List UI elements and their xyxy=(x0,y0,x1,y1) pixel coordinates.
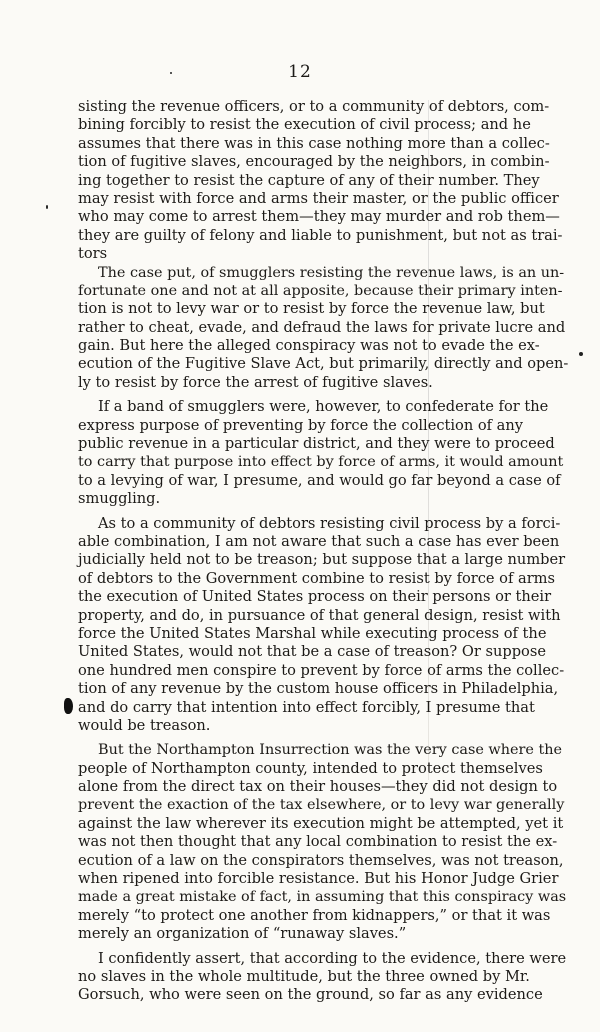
text-line: prevent the exaction of the tax elsewhere, or to levy war generally xyxy=(78,797,565,814)
ink-speck xyxy=(170,72,172,74)
text-line: force the United States Marshal while executing process of the xyxy=(78,624,547,642)
text-line: bining forcibly to resist the execution of civil process; and he xyxy=(78,116,531,134)
text-line: people of Northampton county, intended to protect themselves xyxy=(78,759,543,777)
text-line: who may come to arrest them—they may murder and rob them— xyxy=(78,208,560,226)
text-line: the execution of United States process on their persons or their xyxy=(78,588,552,606)
text-line: they are guilty of felony and liable to punishment, but not as trai- xyxy=(78,226,563,244)
page-number: 12 xyxy=(288,62,312,82)
paragraph-6 xyxy=(78,950,568,1005)
text-line: against the law wherever its execution might be attempted, yet it xyxy=(78,814,564,832)
text-line: no slaves in the whole multitude, but the three owned by Mr. xyxy=(78,967,530,985)
text-line: sisting the revenue officers, or to a community of debtors, com- xyxy=(78,98,550,115)
text-line: assumes that there was in this case nothing more than a collec- xyxy=(78,134,550,152)
page-body xyxy=(78,98,568,1005)
text-line: to a levying of war, I presume, and would go far beyond a case of xyxy=(78,471,561,489)
text-line: smuggling. xyxy=(78,490,161,508)
paragraph-1 xyxy=(78,98,568,264)
text-line: tors xyxy=(78,245,108,263)
text-line: and do carry that intention into effect forcibly, I presume that xyxy=(78,698,535,716)
text-line: one hundred men conspire to prevent by force of arms the collec- xyxy=(78,661,565,679)
text-line: property, and do, in pursuance of that general design, resist with xyxy=(78,606,561,624)
text-line: express purpose of preventing by force the collection of any xyxy=(78,416,524,434)
paragraph-5 xyxy=(78,741,568,943)
text-line: As to a community of debtors resisting civil process by a forci- xyxy=(98,514,561,532)
text-line: made a great mistake of fact, in assuming that this conspiracy was xyxy=(78,889,567,906)
paragraph-4 xyxy=(78,515,568,736)
paragraph-2 xyxy=(78,264,568,393)
text-line: ecution of the Fugitive Slave Act, but primarily, directly and open- xyxy=(78,355,569,373)
text-line: rather to cheat, evade, and defraud the laws for private lucre and xyxy=(78,318,566,336)
text-line: The case put, of smugglers resisting the revenue laws, is an un- xyxy=(98,264,565,281)
text-line: But the Northampton Insurrection was the very case where the xyxy=(98,742,563,759)
text-line: ing together to resist the capture of any of their number. They xyxy=(78,171,540,189)
text-line: able combination, I am not aware that such a case has ever been xyxy=(78,532,560,550)
text-line: of debtors to the Government combine to resist by force of arms xyxy=(78,569,556,587)
ink-blot xyxy=(64,698,73,714)
text-line: was not then thought that any local combination to resist the ex- xyxy=(78,833,558,851)
text-line: judicially held not to be treason; but suppose that a large number xyxy=(78,551,566,569)
text-line: merely “to protect one another from kidnappers,” or that it was xyxy=(78,906,551,924)
text-line: public revenue in a particular district, and they were to proceed xyxy=(78,435,555,453)
text-line: gain. But here the alleged conspiracy was not to evade the ex- xyxy=(78,337,540,355)
text-line: I confidently assert, that according to the evidence, there were xyxy=(98,949,567,967)
text-line: to carry that purpose into effect by force of arms, it would amount xyxy=(78,454,564,471)
text-line: fortunate one and not at all apposite, because their primary inten- xyxy=(78,282,563,299)
text-line: ly to resist by force the arrest of fugitive slaves. xyxy=(78,373,433,391)
text-line: would be treason. xyxy=(78,716,211,734)
text-line: Gorsuch, who were seen on the ground, so far as any evidence xyxy=(78,986,543,1004)
text-line: ecution of a law on the conspirators themselves, was not treason, xyxy=(78,851,564,869)
ink-speck xyxy=(46,205,48,209)
text-line: when ripened into forcible resistance. But his Honor Judge Grier xyxy=(78,870,559,888)
text-line: alone from the direct tax on their houses—they did not design to xyxy=(78,778,558,796)
text-line: tion of any revenue by the custom house officers in Philadelphia, xyxy=(78,680,559,698)
text-line: merely an organization of “runaway slaves.” xyxy=(78,925,407,943)
text-line: tion of fugitive slaves, encouraged by the neighbors, in combin- xyxy=(78,153,550,171)
text-line: tion is not to levy war or to resist by force the revenue law, but xyxy=(78,300,545,318)
paragraph-3 xyxy=(78,398,568,508)
text-line: United States, would not that be a case of treason? Or suppose xyxy=(78,643,546,661)
text-line: may resist with force and arms their master, or the public officer xyxy=(78,189,559,207)
text-line: If a band of smugglers were, however, to confederate for the xyxy=(98,398,549,416)
ink-speck xyxy=(579,352,583,356)
